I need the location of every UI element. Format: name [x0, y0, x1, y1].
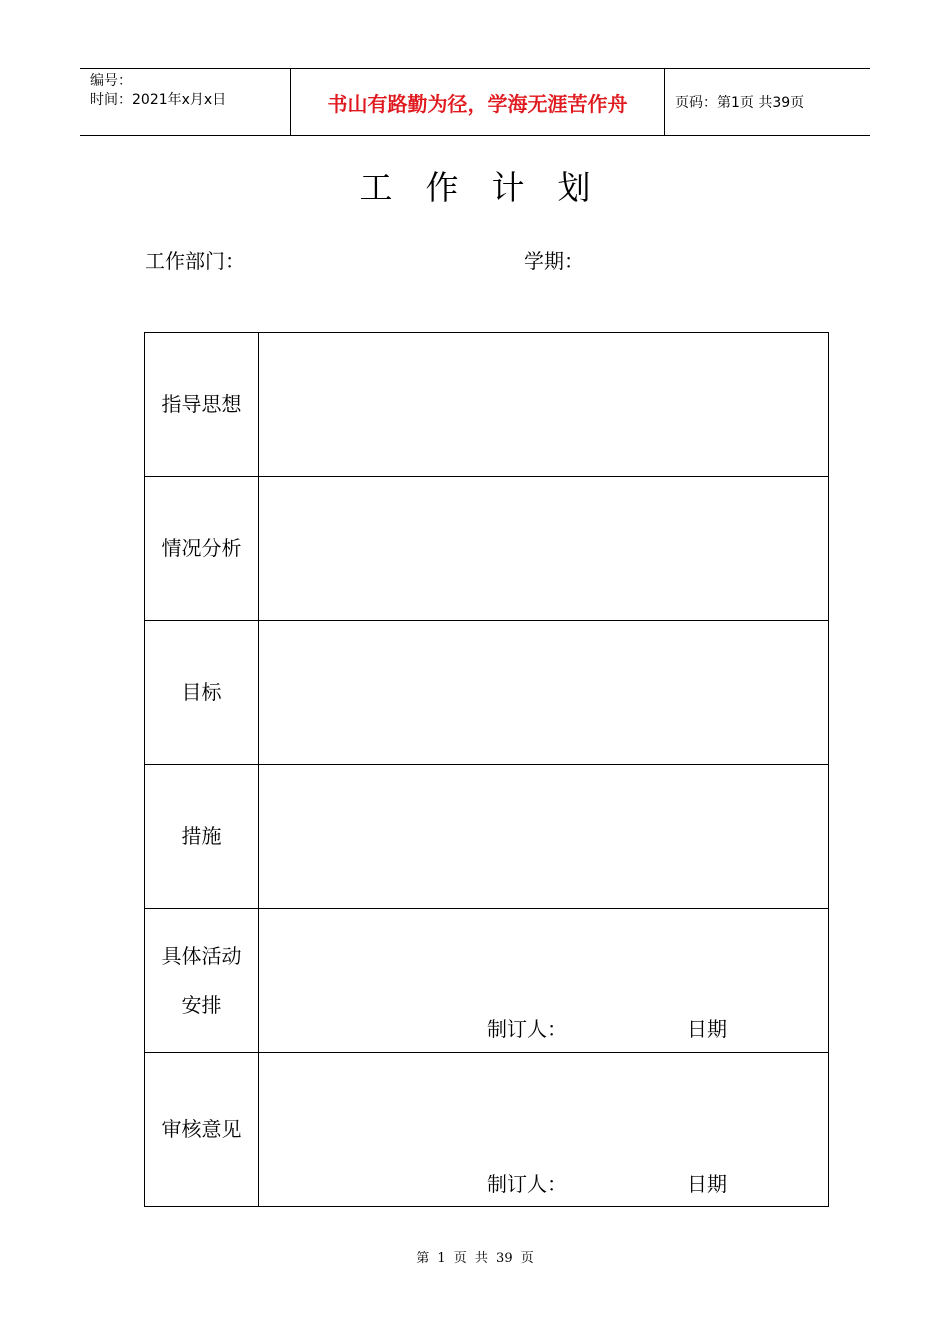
- row-label: [145, 909, 259, 1053]
- row-label: 措施: [145, 765, 259, 909]
- date-label: 日期: [687, 1172, 727, 1196]
- row-content[interactable]: [259, 909, 829, 1053]
- row-label: 目标: [145, 621, 259, 765]
- date-label: 日期: [687, 1017, 727, 1041]
- page-info: 页码：第1页 共39页: [665, 69, 871, 136]
- page-footer: 第 1 页 共 39 页: [416, 1251, 534, 1266]
- row-content[interactable]: [259, 621, 829, 765]
- department-label: 工作部门：: [145, 249, 245, 273]
- table-row: [145, 909, 829, 1053]
- row-label: 情况分析: [145, 477, 259, 621]
- table-row: [145, 765, 829, 909]
- table-row: [145, 621, 829, 765]
- plan-table: [144, 332, 829, 1207]
- table-row: [145, 333, 829, 477]
- row-label: 审核意见: [145, 1053, 259, 1207]
- row-content[interactable]: [259, 1053, 829, 1207]
- time-label: 时间：2021年x月x日: [90, 92, 227, 108]
- motto: 书山有路勤为径，学海无涯苦作舟: [291, 69, 665, 136]
- row-label: 指导思想: [145, 333, 259, 477]
- maker-label: 制订人：: [487, 1017, 567, 1041]
- header-meta: [80, 69, 291, 136]
- row-label-line: 安排: [181, 992, 222, 1017]
- number-label: 编号：: [90, 73, 132, 89]
- row-label-line: 具体活动: [161, 943, 242, 968]
- row-content[interactable]: [259, 765, 829, 909]
- table-row: [145, 477, 829, 621]
- document-title: 工作计划: [359, 168, 624, 207]
- row-content[interactable]: [259, 477, 829, 621]
- row-content[interactable]: [259, 333, 829, 477]
- header-table: [80, 68, 870, 136]
- maker-label: 制订人：: [487, 1172, 567, 1196]
- table-row: [145, 1053, 829, 1207]
- term-label: 学期：: [524, 249, 584, 273]
